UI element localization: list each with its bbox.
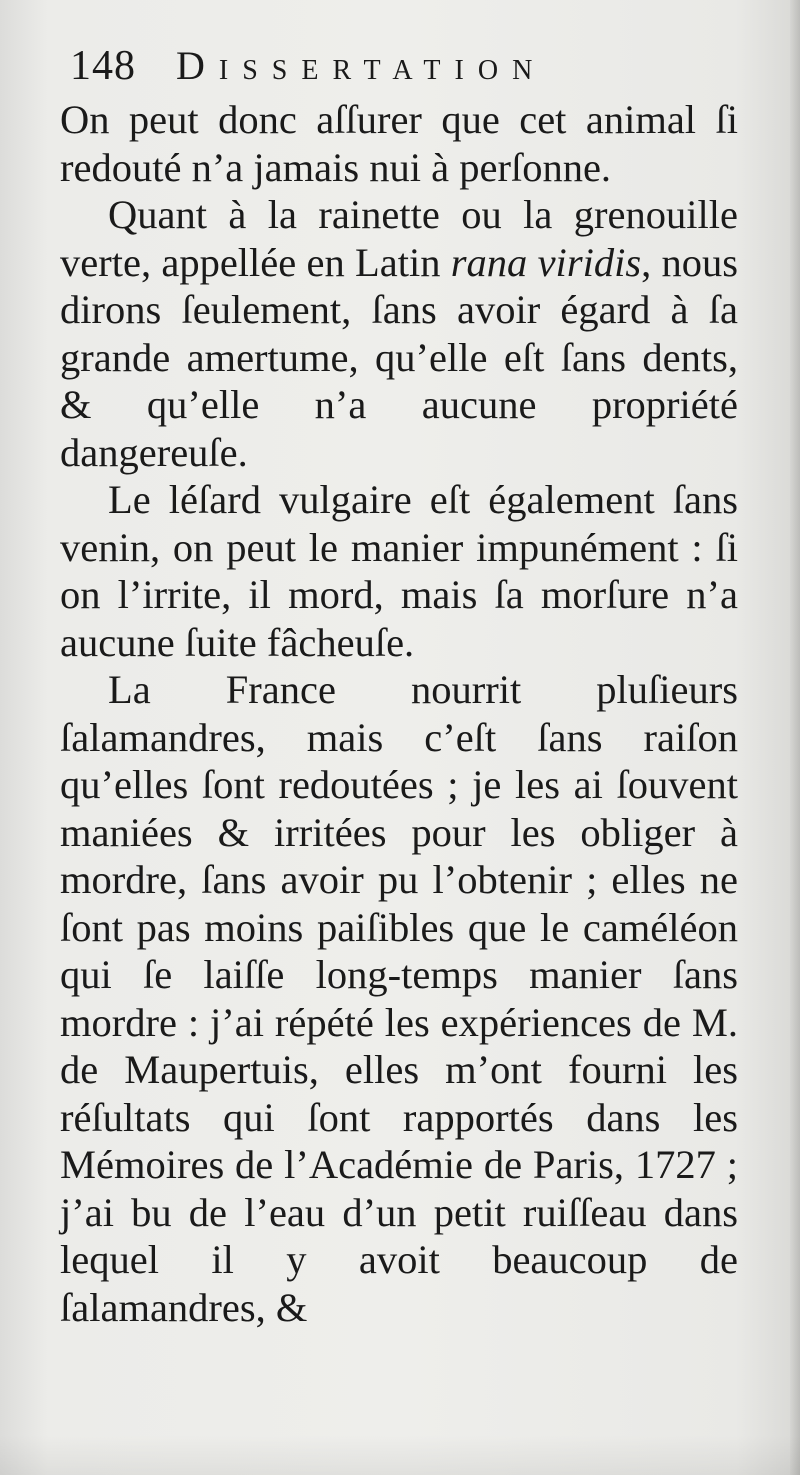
text-run: On peut donc aſſurer que cet animal ſi redouté n’a jamais nui à perſonne. xyxy=(60,97,738,190)
paragraph xyxy=(60,96,738,191)
running-head-title: Dissertation xyxy=(176,43,547,88)
text-run: Le léſard vulgaire eſt également ſans venin, on peut le manier impunément : ſi on l’irrite, il mord, mais ſa morſure n’a aucune ſuite fâcheuſe. xyxy=(60,477,738,665)
text-run: Quant à la rainette ou la grenouille verte, appellée en Latin xyxy=(60,192,738,285)
page-edge-shadow xyxy=(790,0,800,1475)
paragraph xyxy=(60,666,738,1331)
page-number: 148 xyxy=(70,43,136,89)
body-text xyxy=(60,96,738,1331)
running-head xyxy=(70,42,740,98)
text-run: La France nourrit pluſieurs ſalamandres, mais c’eſt ſans raiſon qu’elles ſont redoutées ; je les ai ſouvent maniées & irritées pour les obliger à mordre, ſans avoir pu l’obtenir ; elles ne ſont pas moins paiſibles que le caméléon qui ſe laiſſe long-temps manier ſans mordre : j’ai répété les expériences de M. de Maupertuis, elles m’ont fourni les réſultats qui ſont rapportés dans les Mémoires de l’Académie de Paris, 1727 ; j’ai bu de l’eau d’un petit ruiſſeau dans lequel il y avoit beaucoup de ſalamandres, & xyxy=(60,667,738,1330)
paragraph xyxy=(60,191,738,476)
italic-term: rana viridis xyxy=(450,239,642,285)
text-run: , nous dirons ſeulement, ſans avoir égard à ſa grande amertume, qu’elle eſt ſans dents, & qu’elle n’a aucune propriété dangereuſe. xyxy=(60,239,739,475)
paragraph xyxy=(60,476,738,666)
page-bottom-shadow xyxy=(0,1435,800,1475)
